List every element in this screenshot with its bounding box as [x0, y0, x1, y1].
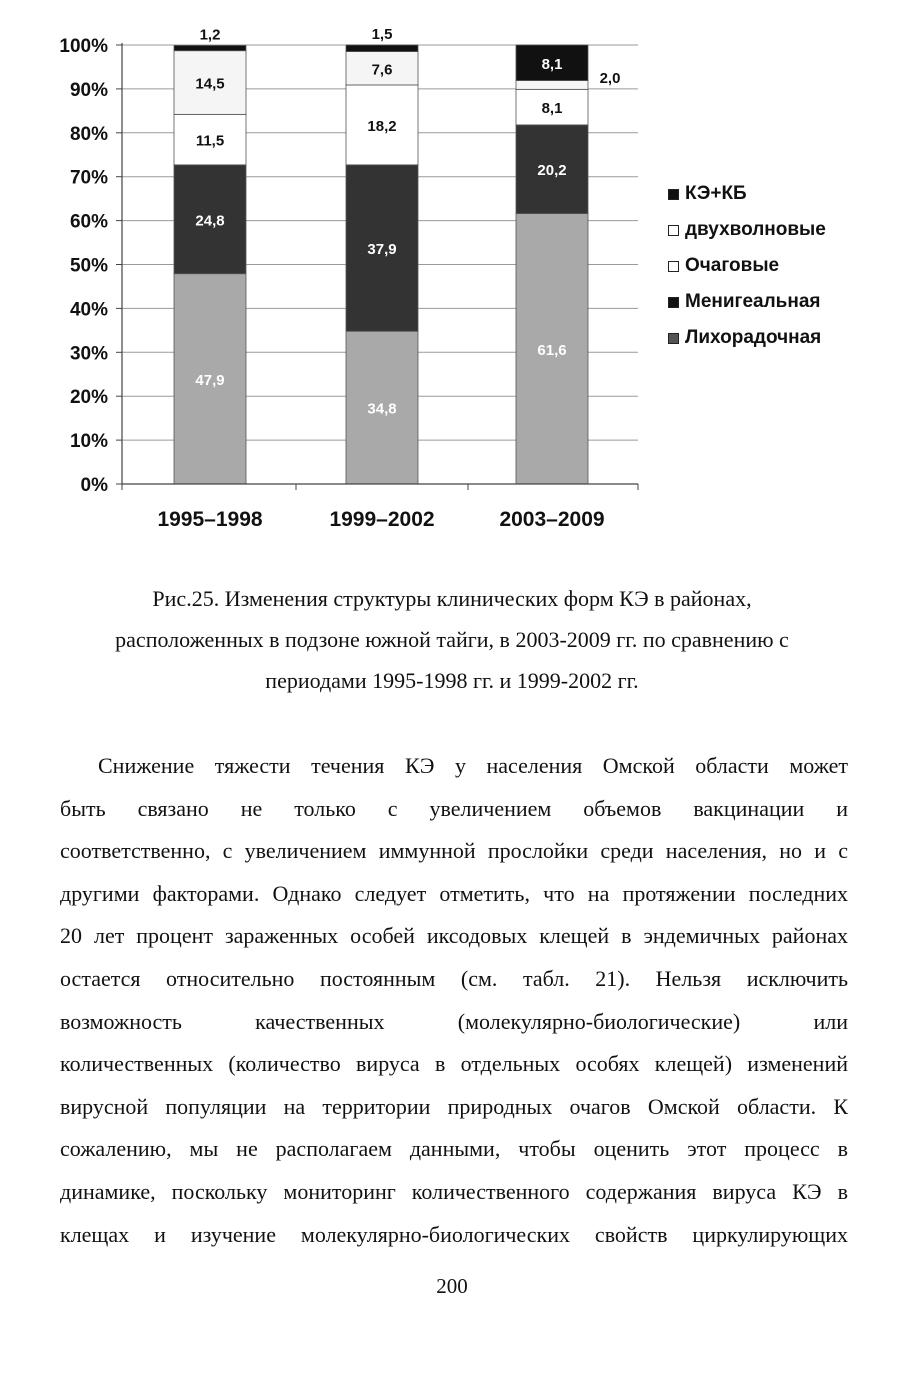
- legend-label: двухволновые: [685, 219, 826, 240]
- y-tick-label: 70%: [69, 167, 108, 189]
- paragraph-line: динамике, поскольку мониторинг количественного содержания вируса КЭ в: [60, 1178, 848, 1204]
- chart-y-tick-labels: [59, 36, 108, 496]
- chart-bars: [174, 45, 588, 484]
- legend-item-lihoradochnaya: [668, 320, 826, 356]
- bar-segment: [346, 45, 418, 52]
- data-label: 47,9: [195, 371, 225, 389]
- paragraph-line: 20 лет процент зараженных особей иксодовых клещей в эндемичных районах: [60, 923, 848, 949]
- caption-line: периодами 1995-1998 гг. и 1999-2002 гг.: [265, 668, 639, 693]
- data-label: 24,8: [195, 212, 225, 230]
- legend-label: Очаговые: [685, 255, 780, 276]
- bar-segment: [174, 45, 246, 50]
- y-tick-label: 30%: [69, 343, 108, 365]
- legend-label: Лихорадочная: [685, 327, 822, 348]
- paragraph-line: возможность качественных (молекулярно-биологические) или: [60, 1008, 848, 1034]
- x-tick-label: 1999–2002: [329, 508, 435, 531]
- data-label: 8,1: [541, 55, 563, 73]
- legend-item-ochagovye: [668, 248, 826, 284]
- legend-swatch: [668, 225, 679, 236]
- paragraph-line: остается относительно постоянным (см. табл. 21). Нельзя исключить: [60, 965, 848, 991]
- data-label: 7,6: [371, 61, 393, 79]
- data-label: 11,5: [195, 132, 225, 150]
- x-tick-label: 2003–2009: [499, 508, 605, 531]
- paragraph-line: сожалению, мы не располагаем данными, чтобы оценить этот процесс в: [60, 1136, 848, 1162]
- legend-swatch: [668, 297, 679, 308]
- data-label: 1,5: [371, 26, 393, 43]
- data-label: 2,0: [599, 69, 621, 87]
- legend-label: КЭ+КБ: [685, 183, 747, 204]
- y-tick-label: 40%: [69, 299, 108, 321]
- y-tick-label: 90%: [69, 79, 108, 101]
- legend-swatch: [668, 333, 679, 344]
- y-tick-label: 20%: [69, 387, 108, 409]
- paragraph-line: соответственно, с увеличением иммунной прослойки среди населения, но и с: [60, 838, 848, 864]
- chart-legend: [668, 176, 826, 356]
- legend-item-menigealnaya: [668, 284, 826, 320]
- paragraph-line: Снижение тяжести течения КЭ у населения Омской области может: [98, 753, 848, 778]
- chart-x-tick-labels: [157, 508, 604, 531]
- paragraph-line: вирусной популяции на территории природных очагов Омской области. К: [60, 1093, 848, 1119]
- y-tick-label: 60%: [69, 211, 108, 233]
- data-label: 37,9: [367, 241, 397, 259]
- data-label: 18,2: [367, 117, 397, 135]
- y-tick-label: 0%: [80, 475, 108, 496]
- y-tick-label: 100%: [59, 36, 108, 57]
- data-label: 61,6: [537, 341, 567, 359]
- data-label: 20,2: [537, 162, 567, 180]
- body-paragraph: [60, 745, 848, 1256]
- legend-label: Менигеальная: [685, 291, 821, 312]
- legend-item-ke-kb: [668, 176, 826, 212]
- data-label: 8,1: [541, 100, 563, 118]
- bar-segment: [516, 81, 588, 90]
- data-label: 14,5: [195, 75, 225, 93]
- caption-line: расположенных в подзоне южной тайги, в 2003-2009 гг. по сравнению с: [115, 627, 789, 652]
- paragraph-line: количественных (количество вируса в отдельных особях клещей) изменений: [60, 1051, 848, 1077]
- data-label: 1,2: [199, 26, 221, 44]
- legend-item-dvuhvolnovye: [668, 212, 826, 248]
- y-tick-label: 80%: [69, 123, 108, 145]
- y-tick-label: 50%: [69, 255, 108, 277]
- x-tick-label: 1995–1998: [157, 508, 263, 531]
- legend-swatch: [668, 261, 679, 272]
- page-number: 200: [436, 1274, 468, 1298]
- figure-caption: [40, 578, 864, 701]
- paragraph-line: клещах и изучение молекулярно-биологических свойств циркулирующих: [60, 1221, 848, 1247]
- y-tick-label: 10%: [69, 431, 108, 453]
- paragraph-line: другими факторами. Однако следует отметить, что на протяжении последних: [60, 880, 848, 906]
- legend-swatch: [668, 189, 679, 200]
- paragraph-line: быть связано не только с увеличением объемов вакцинации и: [60, 795, 848, 821]
- caption-line: Рис.25. Изменения структуры клинических форм КЭ в районах,: [152, 586, 752, 611]
- data-label: 34,8: [367, 400, 397, 418]
